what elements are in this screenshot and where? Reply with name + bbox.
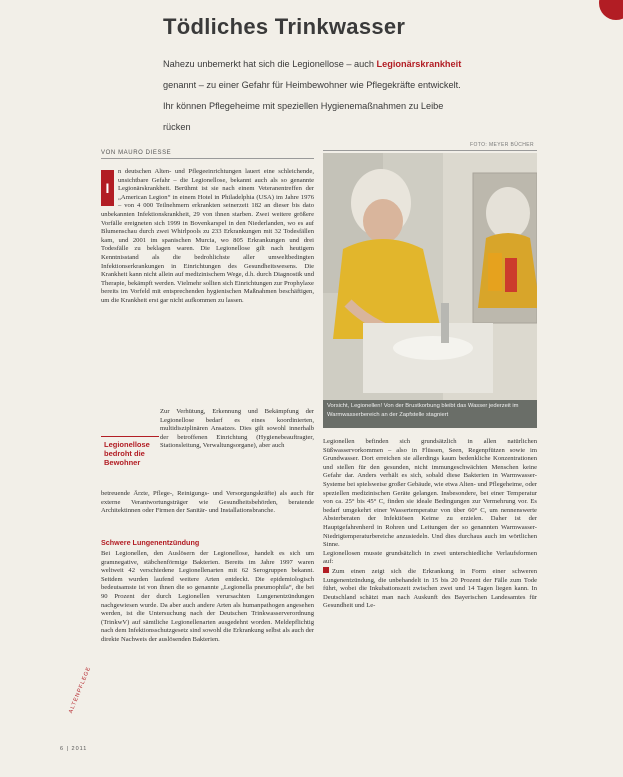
article-photo [323, 153, 537, 400]
column-2-paragraph-3 [323, 567, 537, 611]
pull-quote: Legionellose bedroht die Bewohner [104, 440, 150, 467]
page-number: 6 | 2011 [60, 746, 88, 752]
lead-highlight: Legionärskrankheit [376, 59, 462, 69]
column-2-paragraph-3-text: Zum einen zeigt sich die Erkrankung in Form einer schweren Lungenentzündung, die unbehandelt in 15 bis 20 Prozent der Fälle zum Tode führt, wobei die Inkubationszeit zwischen zwei und 14 Tagen liegen kann. In Deutschland schätzt man nach Auskunft des Bayerischen Landesamtes für Gesundheit und Le- [323, 567, 537, 610]
column-2-body [323, 438, 537, 775]
magazine-name: ALTENPFLEGE [68, 665, 93, 715]
intro-paragraph: n deutschen Alten- und Pflegeeinrichtungen lauert eine schleichende, unsichtbare Gefahr – die Legionellose, bekannt auch als so genannte Legionärskrankheit. Berühmt ist sie nach einem Veteranentreffen der „American Legion“ in einem Hotel in Philadelphia (USA) im Jahre 1976 – von 4 000 Teilnehmern erkrankten seinerzeit 182 an dieser bis dato unbekannten Infektionskrankheit, 29 von ihnen starben. Zwei weitere größere Vorfälle ereigneten sich 1999 in Bovenkarspel in den Niederlanden, wo es auf Blumenschau durch zwei Whirlpools zu 233 Erkrankungen mit 32 Todesfällen kam, und 2001 im spanischen Murcia, wo 805 Erkrankungen und drei Todesfälle zu beklagen waren. Die Legionellose gilt nach heutigem Kenntnisstand als die bedrohlichste aller umweltbedingten Infektionserkrankungen in Einrichtungen des Gesundheitswesens. Die Krankheit kann nicht allein auf medizinischem Wege, d.h. durch Diagnostik und Therapie, bekämpft werden. Vielmehr sollten sich Einrichtungen zur Prophylaxe bereits im Vorfeld mit entsprechenden hygienischen Maßnahmen beschäftigen, um die Krankheit erst gar nicht aufkommen zu lassen. [101, 168, 314, 304]
photo-credit: FOTO: MEYER BÜCHER [470, 142, 535, 148]
pull-quote-rule [101, 436, 159, 437]
photo-illustration [323, 153, 537, 400]
photo-caption: Vorsicht, Legionellen! Von der Brustkorbung bleibt das Wasser jederzeit im Warmwasserbereich an der Zapfstelle stagniert [323, 400, 537, 428]
column-2-paragraph-2: Legionellosen musste grundsätzlich in zwei unterschiedliche Verlaufsformen auf: [323, 549, 537, 566]
lead-text-end: genannt – zu einer Gefahr für Heimbewohner wie Pflegekräfte entwickelt. Ihr können Pflegeheime mit speziellen Hygienemaßnahmen zu Leibe rücken [163, 80, 461, 132]
column-1-continued-2: betreuende Ärzte, Pflege-, Reinigungs- und Versorgungskräfte) als auch für externe Verantwortungsträger wie Gesundheitsbehörden, beratende Architektinnen oder Firmen der Sanitär- und Installationsbranche. [101, 490, 314, 515]
byline-rule [101, 158, 314, 159]
column-1-continued: Zur Verhütung, Erkennung und Bekämpfung der Legionellose bedarf es eines koordinierten, multidisziplinären Ansatzes. Dies gilt sowohl innerhalb der betroffenen Einrichtung (Hygienebeauftragter, Stationsleitung, Verwaltungsorgane), aber auch [160, 408, 314, 450]
byline: VON MAURO DIESSE [101, 150, 172, 156]
column-1-section-body: Bei Legionellen, den Auslösern der Legionellose, handelt es sich um gramnegative, stäbchenförmige Bakterien. Bereits im Jahre 1997 waren weltweit 42 verschiedene Legionellenarten mit 62 Serogruppen bekannt. Seitdem wurden laufend weitere Arten entdeckt. Die epidemiologisch bedeutsamste ist von ihnen die so genannte „Legionella pneumophila“, die bei 90 Prozent der durch Legionellen verursachten Lungenentzündungen nachgewiesen wurde. Da aber auch andere Arten als humanpathogen angesehen werden, ist die Untersuchung nach der Deutschen Trinkwasserverordnung (TrinkwV) auf sämtliche Legionellenarten ausgedehnt worden. Meldepflichtig nach dem Infektionsschutzgesetz sind sowohl die Erkrankung selbst als auch der direkte Nachweis der auslösenden Bakterien. [101, 550, 314, 643]
article-title: Tödliches Trinkwasser [163, 14, 406, 39]
column-2-paragraph-1: Legionellen befinden sich grundsätzlich in allen natürlichen Süßwasservorkommen – also in Flüssen, Seen, Regenpfützen sowie im Grundwasser. Dort erreichen sie allerdings kaum bedenkliche Konzentrationen und stellen für den gesunden, nicht immungeschwächten Menschen keine Gefahr dar. Anders verhält es sich, sobald diese Bakterien in Warmwasser-Systeme bei spielsweise großer Gebäude, wie etwa Alten- und Pflegeheime, oder speziellen medizinischen Geräte gelangen. Insbesondere, bei einer Temperatur von ca. 25° bis 45° C, finden sie ideale Bedingungen zur Vermehrung vor. Es bedarf umgekehrt einer Wassertemperatur von über 60° C, um nennenswerte Absterberaten der Infektiösen Keime zu erzielen. Daher ist der Hauptgefahrenherd in Rohren und Leitungen der so genannten Warmwasser-Niedrigtemperaturbereiche anzusiedeln. Und dies durchaus auch im wörtlichen Sinne. [323, 438, 537, 549]
article-lead [163, 54, 473, 138]
section-subhead: Schwere Lungenentzündung [101, 538, 200, 547]
bullet-icon [323, 567, 329, 573]
photo-top-rule [323, 150, 537, 151]
corner-marker [599, 0, 623, 20]
drop-cap: I [101, 170, 114, 206]
column-1-intro [101, 168, 314, 408]
lead-text-start: Nahezu unbemerkt hat sich die Legionellose – auch [163, 59, 374, 69]
